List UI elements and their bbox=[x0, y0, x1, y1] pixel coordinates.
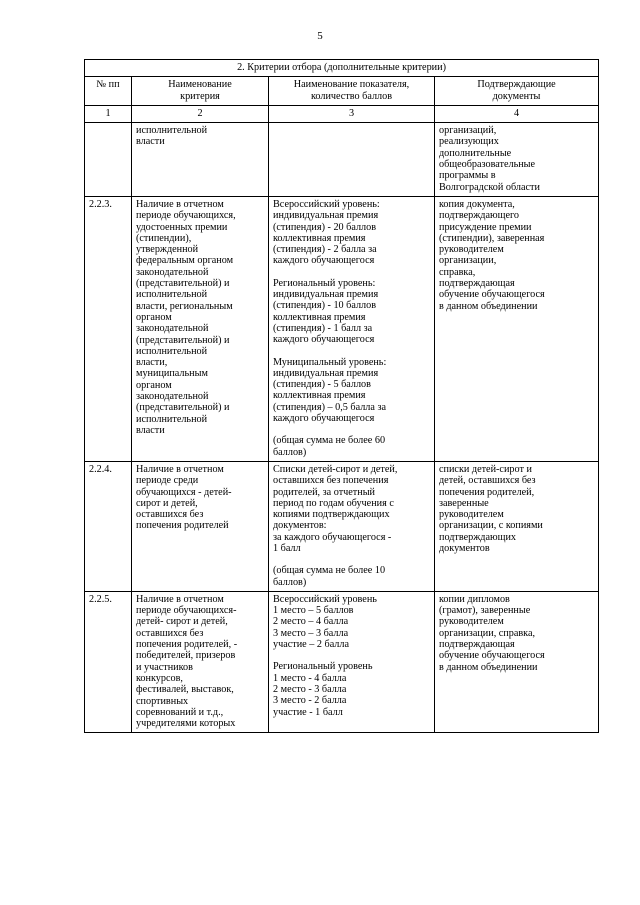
cell-line: соревнований и т.д., bbox=[136, 706, 224, 718]
row-criterion bbox=[132, 591, 269, 733]
criteria-table bbox=[84, 59, 599, 733]
cell-line: Всероссийский уровень: bbox=[273, 198, 380, 210]
header-criterion: Наименование критерия bbox=[132, 77, 269, 106]
cell-line: (представительной) и bbox=[136, 334, 230, 346]
cell-line: детей- сирот и детей, bbox=[136, 616, 228, 628]
cell-line: муниципальным bbox=[136, 368, 208, 380]
header-documents: Подтверждающие документы bbox=[435, 77, 599, 106]
cell-line: дополнительные bbox=[439, 147, 512, 159]
cell-line: периоде среди bbox=[136, 475, 199, 487]
cell-line: руководителем bbox=[439, 244, 504, 256]
row-documents bbox=[435, 461, 599, 591]
cell-line: реализующих bbox=[439, 136, 499, 148]
cell-line: баллов) bbox=[273, 576, 307, 588]
cell-line: попечения родителей, bbox=[439, 486, 535, 498]
col-number-2: 2 bbox=[132, 105, 269, 122]
cell-line: законодательной bbox=[136, 391, 209, 403]
cell-line: законодательной bbox=[136, 266, 209, 278]
cell-line: подтверждающего bbox=[439, 210, 519, 222]
cell-line: период по годам обучения с bbox=[273, 497, 394, 509]
group-gap bbox=[273, 424, 430, 435]
cell-line: 3 место - 2 балла bbox=[273, 695, 347, 707]
cell-line: коллективная премия bbox=[273, 311, 366, 323]
column-numbers-row bbox=[85, 105, 599, 122]
cell-line: присуждение премии bbox=[439, 221, 532, 233]
cell-line: копия документа, bbox=[439, 198, 515, 210]
cell-line: общеобразовательные bbox=[439, 159, 536, 171]
cell-line: власти bbox=[136, 136, 165, 148]
table-row bbox=[85, 196, 599, 461]
cell-line: органом bbox=[136, 379, 172, 391]
row-criterion bbox=[132, 461, 269, 591]
cell-line: Наличие в отчетном bbox=[136, 198, 224, 210]
cell-line: и участников bbox=[136, 661, 193, 673]
row-num: 2.2.3. bbox=[85, 196, 132, 461]
cell-line: (представительной) и bbox=[136, 278, 230, 290]
cell-line: подтверждающая bbox=[439, 278, 515, 290]
cell-line: организации, с копиями bbox=[439, 520, 543, 532]
cell-line: (стипендия) – 0,5 балла за bbox=[273, 401, 387, 413]
row-indicator bbox=[269, 461, 435, 591]
cell-line: 1 место - 4 балла bbox=[273, 672, 347, 684]
cell-line: Муниципальный уровень: bbox=[273, 356, 387, 368]
cell-line: (общая сумма не более 10 bbox=[273, 565, 386, 577]
cell-line: подтверждающая bbox=[439, 639, 515, 651]
cell-line: (стипендия) - 2 балла за bbox=[273, 244, 377, 256]
cell-line: каждого обучающегося bbox=[273, 255, 375, 267]
row-num: 2.2.4. bbox=[85, 461, 132, 591]
cell-line: индивидуальная премия bbox=[273, 289, 379, 301]
row-criterion bbox=[132, 123, 269, 197]
cell-line: (грамот), заверенные bbox=[439, 605, 531, 617]
cell-line: 2 место – 4 балла bbox=[273, 616, 349, 628]
cell-line: руководителем bbox=[439, 616, 504, 628]
cell-line: периоде обучающихся, bbox=[136, 210, 236, 222]
cell-line: 2 место - 3 балла bbox=[273, 683, 347, 695]
cell-line: копиями подтверждающих bbox=[273, 509, 390, 521]
cell-line: (стипендия) - 1 балл за bbox=[273, 322, 373, 334]
cell-line: попечения родителей, - bbox=[136, 639, 238, 651]
row-indicator bbox=[269, 591, 435, 733]
cell-line: попечения родителей bbox=[136, 520, 229, 532]
cell-line: за каждого обучающегося - bbox=[273, 531, 392, 543]
cell-line: оставшихся без bbox=[136, 509, 204, 521]
cell-line: федеральным органом bbox=[136, 255, 234, 267]
cell-line: подтверждающих bbox=[439, 531, 516, 543]
header-indicator: Наименование показателя, количество баллов bbox=[269, 77, 435, 106]
cell-line: копии дипломов bbox=[439, 593, 510, 605]
cell-line: документов bbox=[439, 542, 490, 554]
cell-line: 1 балл bbox=[273, 542, 301, 554]
cell-line: Всероссийский уровень bbox=[273, 593, 377, 605]
cell-line: (стипендия) - 10 баллов bbox=[273, 300, 377, 312]
cell-line: оставшихся без попечения bbox=[273, 475, 389, 487]
cell-line: Региональный уровень: bbox=[273, 277, 376, 289]
cell-line: списки детей-сирот и bbox=[439, 463, 532, 475]
cell-line: каждого обучающегося bbox=[273, 334, 375, 346]
cell-line: (стипендия) - 5 баллов bbox=[273, 379, 371, 391]
cell-line: программы в bbox=[439, 170, 496, 182]
cell-line: коллективная премия bbox=[273, 232, 366, 244]
cell-line: в данном объединении bbox=[439, 300, 538, 312]
cell-line: (стипендии), заверенная bbox=[439, 232, 545, 244]
cell-line: организации, справка, bbox=[439, 627, 536, 639]
cell-line: обучение обучающегося bbox=[439, 289, 545, 301]
table-row bbox=[85, 591, 599, 733]
row-criterion bbox=[132, 196, 269, 461]
cell-line: победителей, призеров bbox=[136, 650, 236, 662]
cell-line: (представительной) и bbox=[136, 402, 230, 414]
cell-line: органом bbox=[136, 311, 172, 323]
cell-line: обучающихся - детей- bbox=[136, 486, 232, 498]
col-number-4: 4 bbox=[435, 105, 599, 122]
cell-line: Списки детей-сирот и детей, bbox=[273, 463, 398, 475]
group-gap bbox=[273, 650, 430, 661]
row-num: 2.2.5. bbox=[85, 591, 132, 733]
table-header-row bbox=[85, 77, 599, 106]
cell-line: индивидуальная премия bbox=[273, 367, 379, 379]
cell-line: (стипендия) - 20 баллов bbox=[273, 221, 377, 233]
cell-line: законодательной bbox=[136, 323, 209, 335]
row-documents bbox=[435, 196, 599, 461]
cell-line: руководителем bbox=[439, 509, 504, 521]
cell-line: спортивных bbox=[136, 695, 189, 707]
row-indicator bbox=[269, 123, 435, 197]
cell-line: справка, bbox=[439, 266, 476, 278]
cell-line: (общая сумма не более 60 bbox=[273, 435, 386, 447]
cell-line: коллективная премия bbox=[273, 390, 366, 402]
table-row bbox=[85, 123, 599, 197]
cell-line: участие – 2 балла bbox=[273, 639, 349, 651]
col-number-3: 3 bbox=[269, 105, 435, 122]
cell-line: Наличие в отчетном bbox=[136, 593, 224, 605]
cell-line: (стипендии), bbox=[136, 232, 192, 244]
cell-line: оставшихся без bbox=[136, 627, 204, 639]
cell-line: документов: bbox=[273, 520, 327, 532]
cell-line: власти bbox=[136, 424, 165, 436]
header-num: № пп bbox=[85, 77, 132, 106]
cell-line: заверенные bbox=[439, 497, 489, 509]
group-gap bbox=[273, 554, 430, 565]
cell-line: баллов) bbox=[273, 446, 307, 458]
cell-line: детей, оставшихся без bbox=[439, 475, 536, 487]
cell-line: 1 место – 5 баллов bbox=[273, 605, 354, 617]
row-documents bbox=[435, 591, 599, 733]
cell-line: учредителями которых bbox=[136, 718, 236, 730]
cell-line: участие - 1 балл bbox=[273, 706, 343, 718]
cell-line: Волгоградской области bbox=[439, 181, 540, 193]
group-gap bbox=[273, 267, 430, 278]
cell-line: фестивалей, выставок, bbox=[136, 684, 234, 696]
table-row bbox=[85, 461, 599, 591]
cell-line: конкурсов, bbox=[136, 672, 183, 684]
cell-line: Региональный уровень bbox=[273, 661, 373, 673]
table-caption-row bbox=[85, 60, 599, 77]
cell-line: в данном объединении bbox=[439, 661, 538, 673]
cell-line: исполнительной bbox=[136, 413, 208, 425]
row-documents bbox=[435, 123, 599, 197]
cell-line: удостоенных премии bbox=[136, 221, 228, 233]
cell-line: сирот и детей, bbox=[136, 497, 198, 509]
cell-line: исполнительной bbox=[136, 345, 208, 357]
cell-line: исполнительной bbox=[136, 125, 208, 137]
cell-line: власти, региональным bbox=[136, 300, 233, 312]
cell-line: исполнительной bbox=[136, 289, 208, 301]
cell-line: периоде обучающихся- bbox=[136, 605, 237, 617]
row-num bbox=[85, 123, 132, 197]
cell-line: организаций, bbox=[439, 125, 497, 137]
cell-line: 3 место – 3 балла bbox=[273, 627, 349, 639]
group-gap bbox=[273, 346, 430, 357]
cell-line: обучение обучающегося bbox=[439, 650, 545, 662]
cell-line: индивидуальная премия bbox=[273, 210, 379, 222]
table-caption: 2. Критерии отбора (дополнительные критерии) bbox=[85, 60, 599, 77]
cell-line: власти, bbox=[136, 357, 168, 369]
col-number-1: 1 bbox=[85, 105, 132, 122]
cell-line: Наличие в отчетном bbox=[136, 463, 224, 475]
page-number: 5 bbox=[317, 30, 323, 42]
cell-line: организации, bbox=[439, 255, 497, 267]
cell-line: родителей, за отчетный bbox=[273, 486, 376, 498]
cell-line: утвержденной bbox=[136, 244, 199, 256]
row-indicator bbox=[269, 196, 435, 461]
cell-line: каждого обучающегося bbox=[273, 413, 375, 425]
